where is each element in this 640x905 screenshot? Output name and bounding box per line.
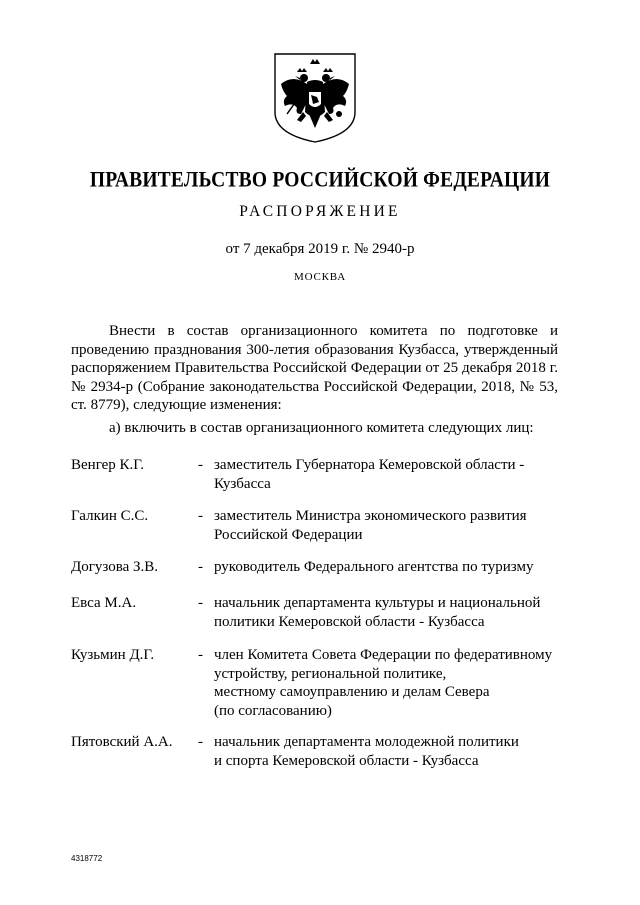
document-city: МОСКВА [294,271,346,283]
member-role-line: член Комитета Совета Федерации по федеративному [214,647,553,663]
item-a: а) включить в состав организационного комитета следующих лиц: [109,420,534,436]
member-role [214,594,564,631]
member-role-line: местному самоуправлению и делам Севера [214,684,490,701]
member-name: Догузова З.В. [71,559,159,575]
member-dash: - [198,595,203,611]
member-role-line: (по согласованию) [214,702,332,719]
member-dash: - [198,457,203,473]
document-type: РАСПОРЯЖЕНИЕ [239,203,401,220]
member-role-line: начальник департамента молодежной политики [214,734,519,750]
member-role [214,733,564,770]
member-dash: - [198,647,203,663]
member-role-line: и спорта Кемеровской области - Кузбасса [214,752,479,769]
member-role-line: начальник департамента культуры и национальной [214,595,541,611]
member-role-line: руководитель Федерального агентства по туризму [214,559,534,575]
government-title: ПРАВИТЕЛЬСТВО РОССИЙСКОЙ ФЕДЕРАЦИИ [89,168,551,193]
member-role [214,456,564,493]
member-role-line: политики Кемеровской области - Кузбасса [214,613,485,630]
document-date-number: от 7 декабря 2019 г. № 2940-р [225,241,415,257]
member-name: Галкин С.С. [71,508,149,524]
member-role-line: заместитель Губернатора Кемеровской области - [214,457,525,473]
member-name: Евса М.А. [71,595,137,611]
member-dash: - [198,508,203,524]
member-role-line: Российской Федерации [214,526,363,543]
member-role [214,558,564,577]
member-role-line: заместитель Министра экономического развития [214,508,527,524]
member-name: Кузьмин Д.Г. [71,647,155,663]
member-name: Пятовский А.А. [71,734,173,750]
member-role [214,646,564,720]
member-role-line: Кузбасса [214,475,271,492]
member-dash: - [198,559,203,575]
member-dash: - [198,734,203,750]
member-role [214,507,564,544]
member-role-line: устройству, региональной политике, [214,665,447,682]
body-paragraph: Внести в состав организационного комитета по подготовке и проведению празднования 300-летия образования Кузбасса, утвержденный распоряжением Правительства Российской Федерации от 25 декабря 2018 г. № 2934-р (Собрание законодательства Российской Федерации, 2018, № 53, ст. 8779), следующие изменения: [71,323,558,414]
document-code: 4318772 [71,854,103,863]
member-name: Венгер К.Г. [71,457,145,473]
